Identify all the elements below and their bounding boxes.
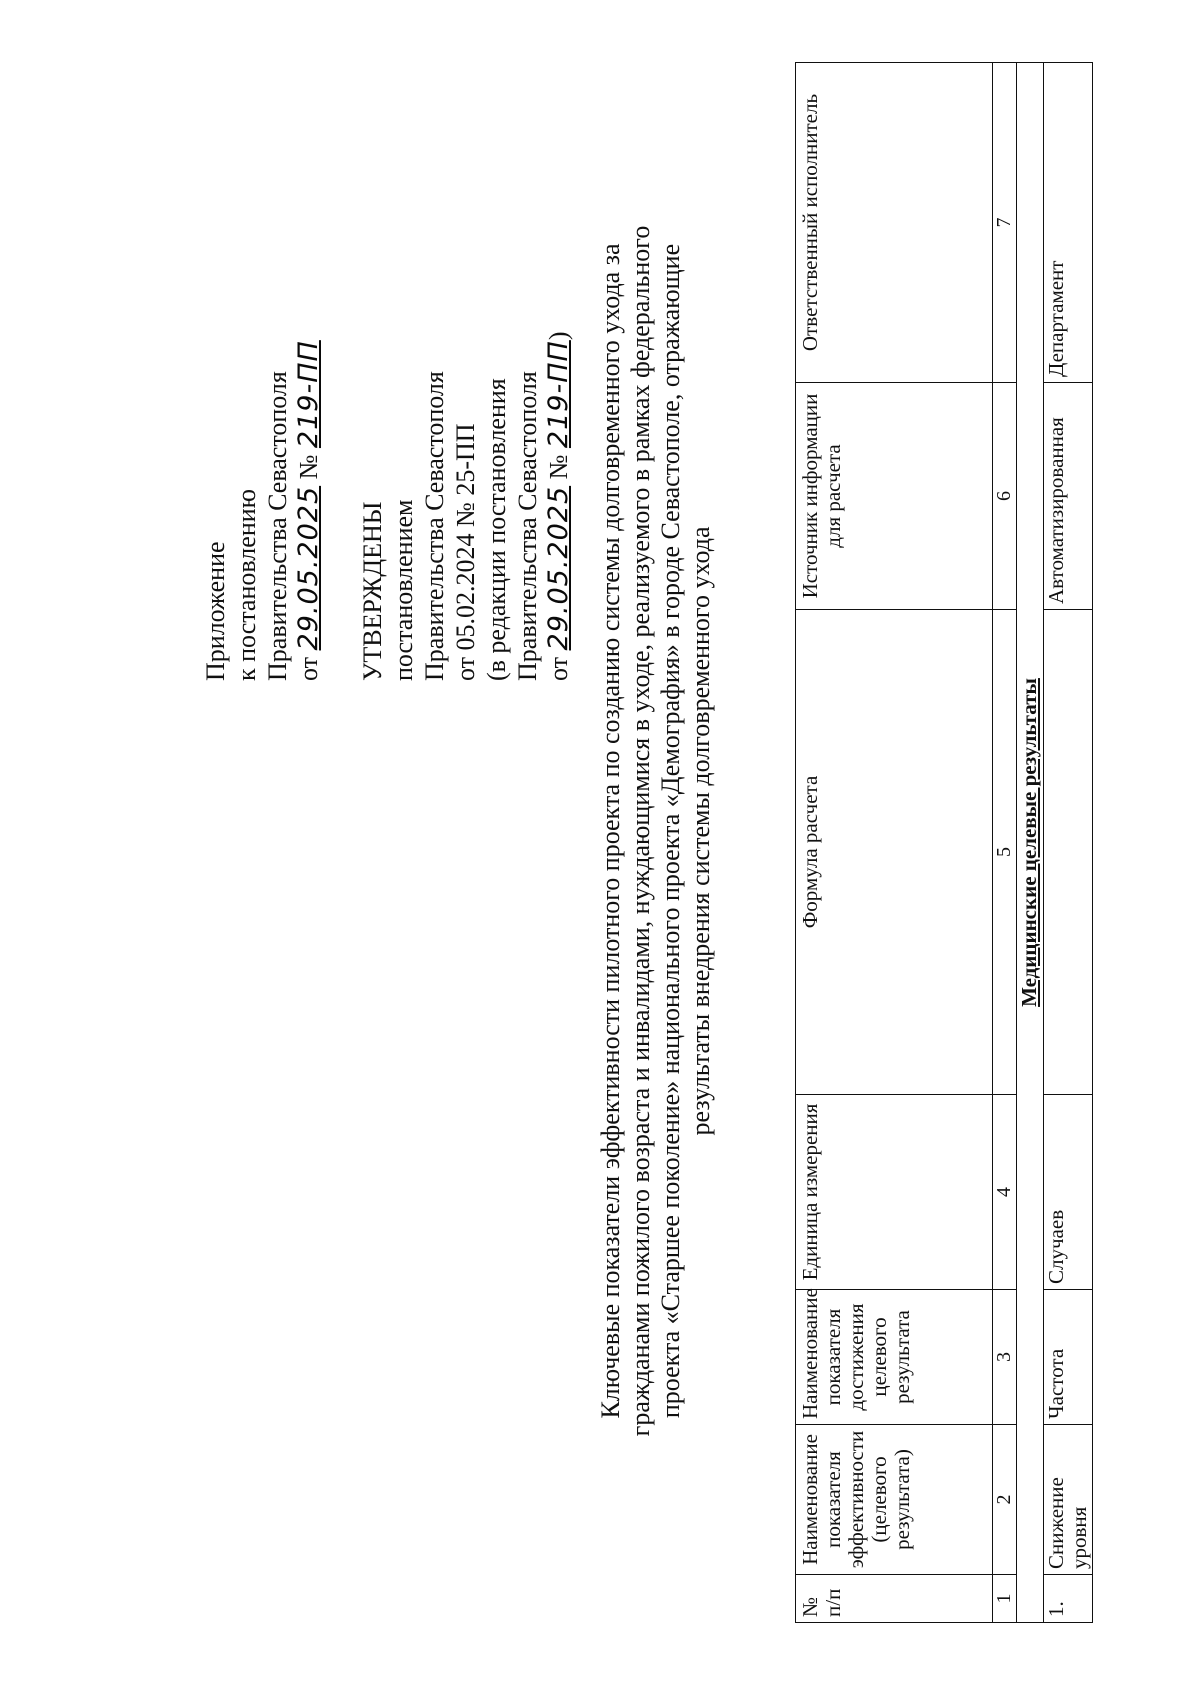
handwritten-date: 29.05.2025 <box>293 485 324 651</box>
approved-line: постановлением <box>389 499 418 681</box>
approval-stamp-block <box>357 332 574 682</box>
section-row <box>1017 63 1044 1623</box>
appendix-line: Приложение <box>201 541 230 681</box>
number-prefix: № <box>294 454 323 480</box>
table-cell: 1. <box>1044 1575 1093 1623</box>
approved-date-line <box>543 332 574 682</box>
table-cell: Департамент <box>1044 63 1093 383</box>
approved-line: (в редакции постановления <box>482 378 511 681</box>
table-cell: Частота <box>1044 1290 1093 1425</box>
approved-line: Правительства Севастополя <box>513 371 542 681</box>
column-number-row <box>993 63 1017 1623</box>
kpi-table <box>795 62 1093 1623</box>
appendix-date-line <box>293 340 324 681</box>
closing-paren: ) <box>544 331 573 341</box>
header-cell: Ответственный исполнитель <box>796 63 993 383</box>
date-prefix: от <box>294 656 323 681</box>
header-cell: Наименование показателя эффективности (целевого результата) <box>796 1425 993 1575</box>
column-number: 6 <box>993 383 1017 610</box>
column-number: 1 <box>993 1575 1017 1623</box>
table-row <box>1044 63 1093 1623</box>
table-cell: Снижение уровня <box>1044 1425 1093 1575</box>
table-cell: Автоматизированная <box>1044 383 1093 610</box>
column-number: 7 <box>993 63 1017 383</box>
column-number: 3 <box>993 1290 1017 1425</box>
appendix-header <box>200 340 324 681</box>
table-cell: Случаев <box>1044 1095 1093 1290</box>
column-number: 2 <box>993 1425 1017 1575</box>
handwritten-number: 219-ПП <box>543 340 574 449</box>
header-cell: Единица измерения <box>796 1095 993 1290</box>
header-cell: № п/п <box>796 1575 993 1623</box>
handwritten-number: 219-ПП <box>293 340 324 449</box>
table-header-row <box>796 63 993 1623</box>
header-cell: Формула расчета <box>796 610 993 1095</box>
header-cell: Источник информации для расчета <box>796 383 993 610</box>
header-cell: Наименование показателя достижения целевого результата <box>796 1290 993 1425</box>
date-prefix: от <box>544 656 573 681</box>
appendix-line: к постановлению <box>232 488 261 681</box>
document-title: Ключевые показатели эффективности пилотного проекта по созданию системы долговременного ухода за гражданами пожилого возраста и инвалидами, нуждающимися в уходе, реализуемого в рамках федерального проекта «Старшее поколение» национального проекта «Демография» в городе Севастополе, отражающие результаты внедрения системы долговременного ухода <box>596 225 715 1437</box>
handwritten-date: 29.05.2025 <box>543 485 574 651</box>
section-title: Медицинские целевые результаты <box>1017 63 1044 1623</box>
number-prefix: № <box>544 454 573 480</box>
table-cell <box>1044 610 1093 1095</box>
approved-line: от 05.02.2024 № 25-ПП <box>451 423 480 681</box>
appendix-line: Правительства Севастополя <box>263 371 292 681</box>
column-number: 4 <box>993 1095 1017 1290</box>
approved-line: УТВЕРЖДЕНЫ <box>358 501 387 681</box>
approved-line: Правительства Севастополя <box>420 371 449 681</box>
column-number: 5 <box>993 610 1017 1095</box>
